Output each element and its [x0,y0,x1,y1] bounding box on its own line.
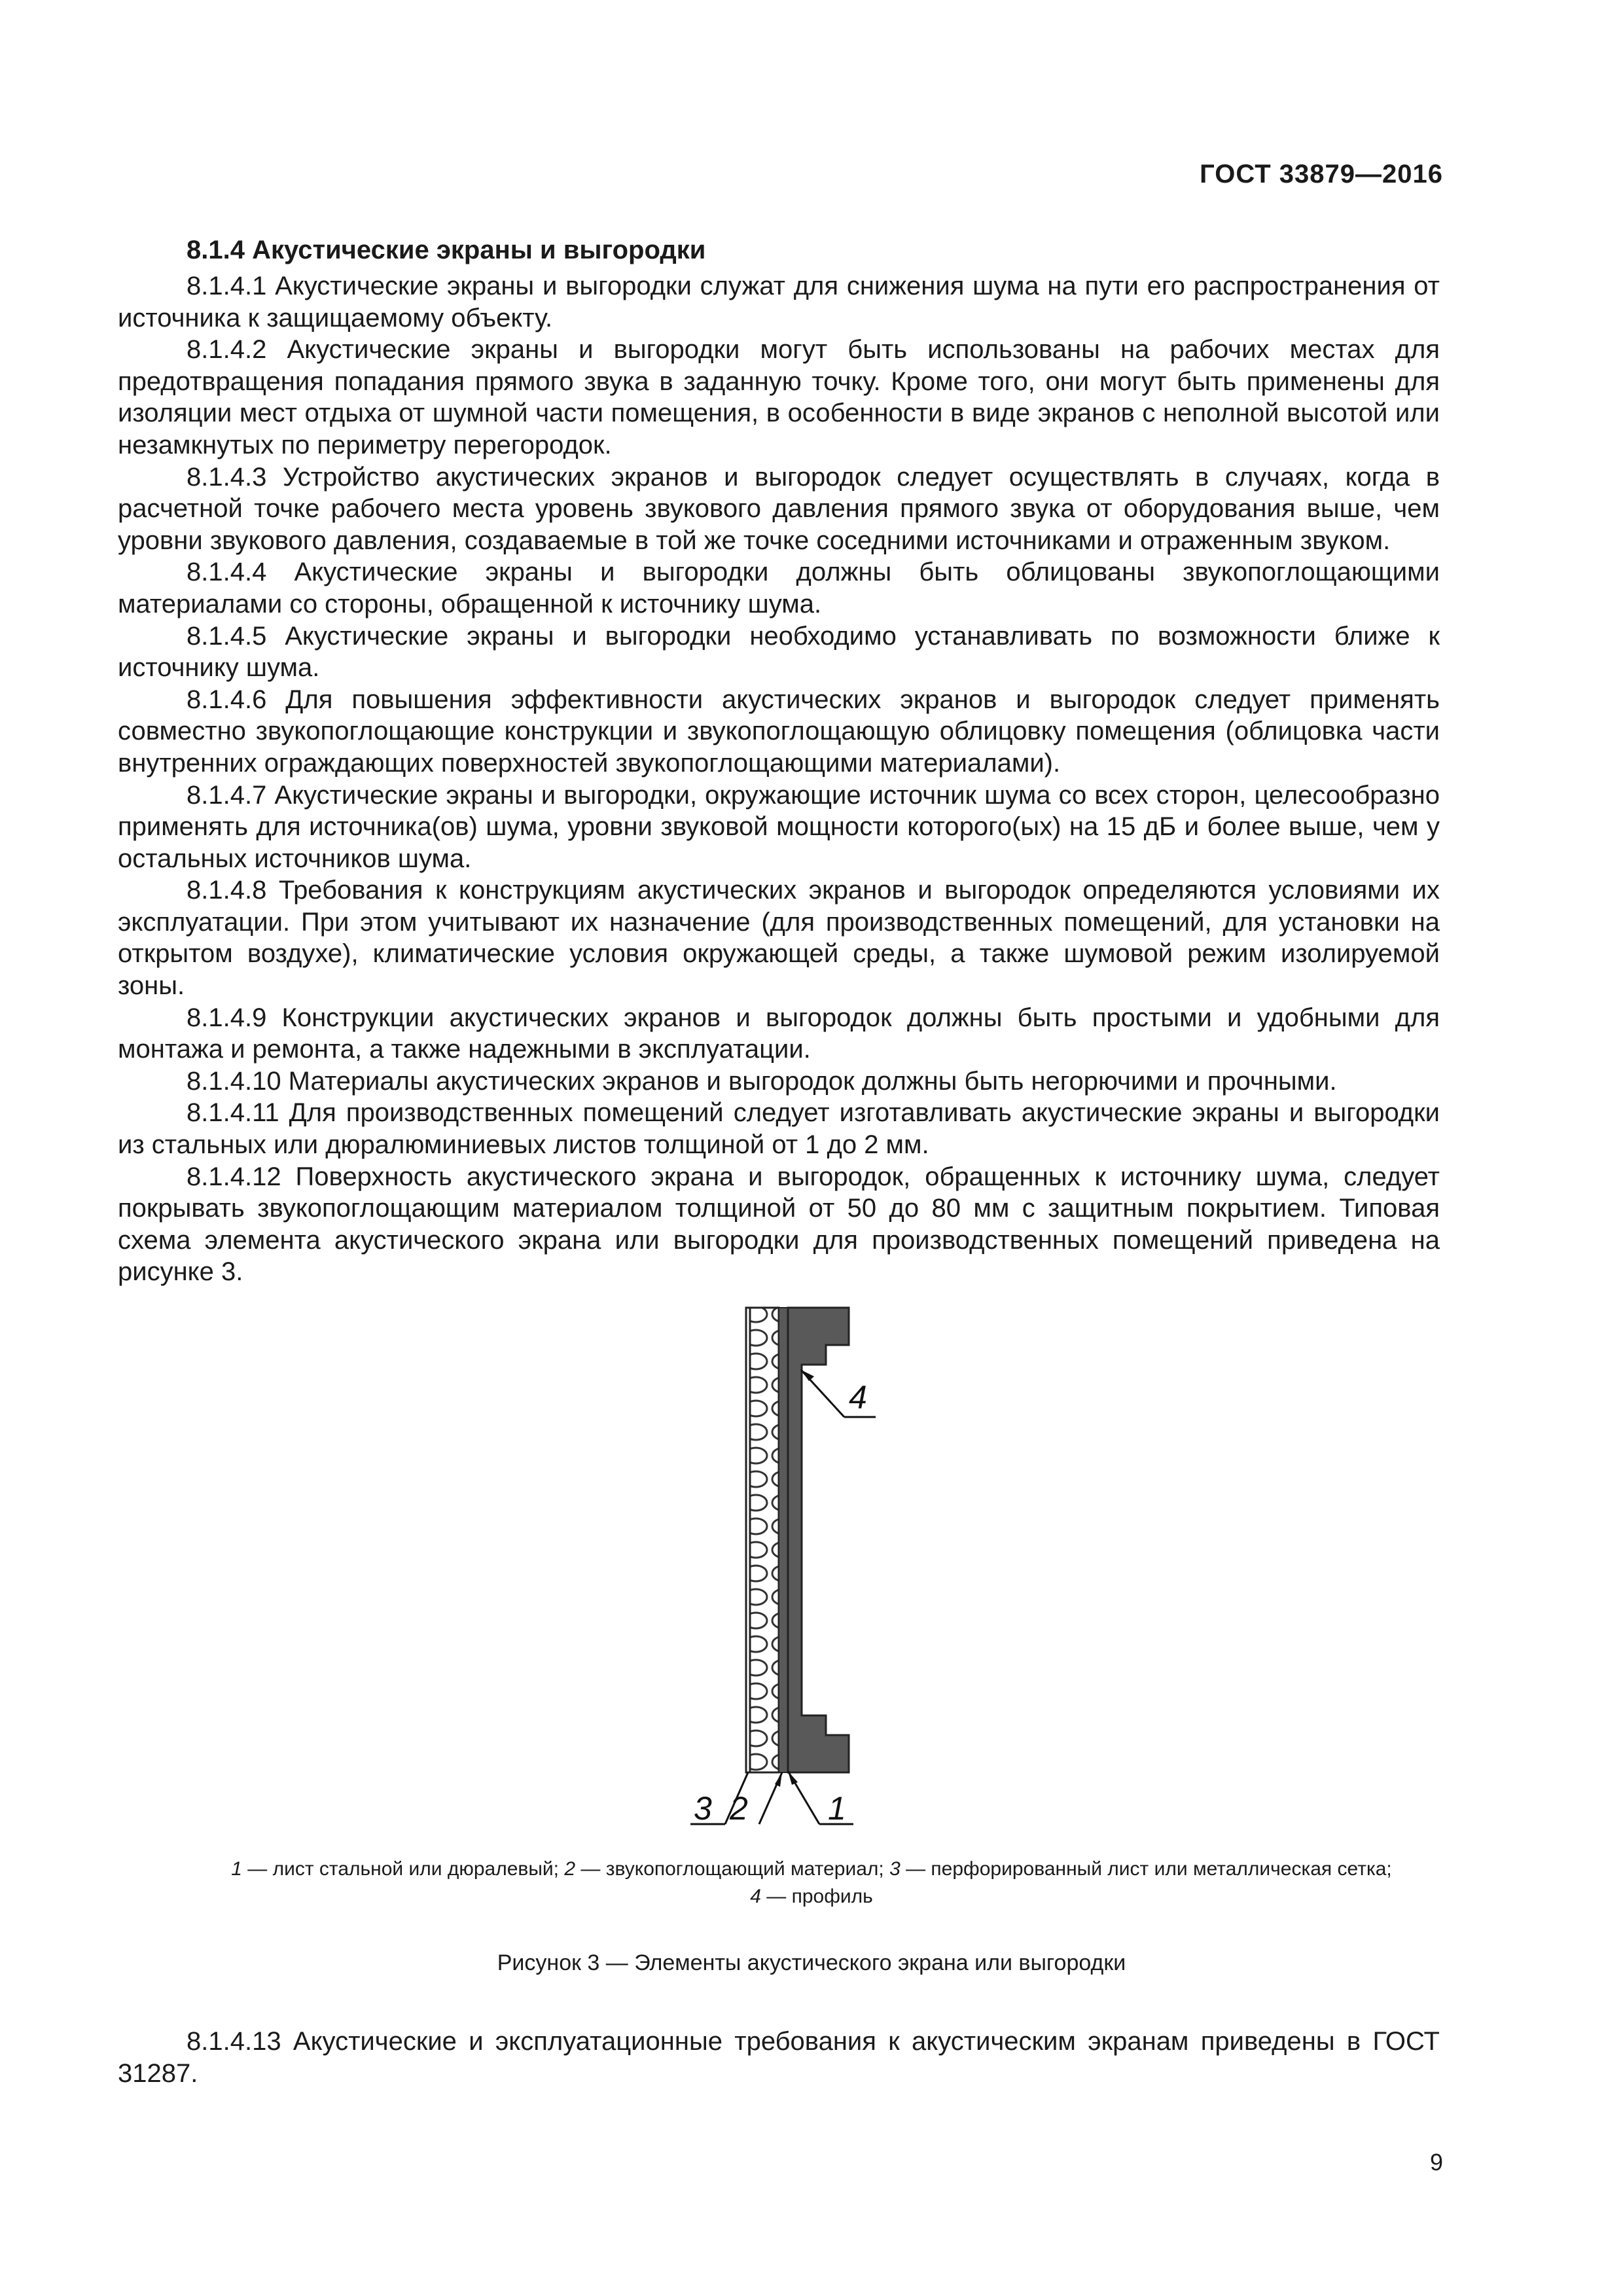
document-id: ГОСТ 33879—2016 [1200,160,1443,188]
paragraph: 8.1.4.12 Поверхность акустического экрана и выгородок, обращенных к источнику шума, следует покрывать звукопоглощающим материалом толщиной от 50 до 80 мм с защитным покрытием. Типовая схема элемента акустического экрана или выгородки для производственных помещений приведена на рисунке 3. [118,1162,1440,1287]
paragraph: 8.1.4.4 Акустические экраны и выгородки должны быть облицованы звукопоглощающими материалами со стороны, обращенной к источнику шума. [118,558,1440,619]
legend-text: — перфорированный лист или металлическая сетка; [900,1858,1392,1880]
arrowhead [775,1772,782,1787]
absorbing-material [750,1308,779,1772]
profile-shape [788,1308,849,1772]
legend-text: — лист стальной или дюралевый; [241,1858,565,1880]
legend-number: 1 [231,1858,242,1880]
paragraph: 8.1.4.5 Акустические экраны и выгородки необходимо устанавливать по возможности ближе к источнику шума. [118,621,1440,683]
arrowhead [801,1370,814,1381]
paragraph: 8.1.4.8 Требования к конструкциям акустических экранов и выгородок определяются условиями их эксплуатации. При этом учитывают их назначение (для производственных помещений, для установки на открытом воздухе), климатические условия окружающей среды, а также шумовой режим изолируемой зоны. [118,876,1440,1001]
legend-text: — звукопоглощающий материал; [575,1858,890,1880]
paragraph: 8.1.4.13 Акустические и эксплуатационные требования к акустическим экранам приведены в ГОСТ 31287. [118,2027,1440,2088]
steel-sheet [779,1308,788,1772]
paragraph: 8.1.4.1 Акустические экраны и выгородки служат для снижения шума на пути его распространения от источника к защищаемому объекту. [118,272,1440,332]
screen-element-diagram [0,1302,1623,1826]
legend-text: — профиль [760,1886,873,1907]
callout-3: 3 [694,1790,712,1826]
figure-legend [118,1856,1505,1910]
paragraph: 8.1.4.6 Для повышения эффективности акустических экранов и выгородок следует применять совместно звукопоглощающие конструкции и звукопоглощающую облицовку помещения (облицовка части внутренних ограждающих поверхностей звукопоглощающими материалами). [118,685,1440,778]
callout-1: 1 [828,1790,846,1826]
closing-paragraph-block [118,2026,1440,2089]
page-number: 9 [1429,2149,1443,2176]
section-body [118,232,1440,1288]
paragraph: 8.1.4.7 Акустические экраны и выгородки, окружающие источник шума со всех сторон, целесообразно применять для источника(ов) шума, уровни звуковой мощности которого(ых) на 15 дБ и более выше, чем у остальных источников шума. [118,780,1440,873]
paragraph: 8.1.4.9 Конструкции акустических экранов и выгородок должны быть простыми и удобными для монтажа и ремонта, а также надежными в эксплуатации. [118,1003,1440,1064]
callout-4: 4 [849,1379,867,1416]
callout-2: 2 [730,1790,748,1826]
legend-number: 3 [889,1858,901,1880]
legend-number: 2 [564,1858,576,1880]
paragraph: 8.1.4.3 Устройство акустических экранов и выгородок следует осуществлять в случаях, когда в расчетной точке рабочего места уровень звукового давления прямого звука от оборудования выше, чем уровни звукового давления, создаваемые в той же точке соседними источниками и отраженным звуком. [118,462,1440,555]
figure-caption: Рисунок 3 — Элементы акустического экрана или выгородки [497,1950,1126,1975]
figure-3 [0,1302,1623,1826]
legend-number: 4 [750,1886,761,1907]
section-title: 8.1.4 Акустические экраны и выгородки [187,236,706,264]
paragraph: 8.1.4.10 Материалы акустических экранов и выгородок должны быть негорючими и прочными. [187,1066,1337,1096]
paragraph: 8.1.4.11 Для производственных помещений следует изготавливать акустические экраны и выгородки из стальных или дюралюминиевых листов толщиной от 1 до 2 мм. [118,1098,1440,1160]
paragraph: 8.1.4.2 Акустические экраны и выгородки могут быть использованы на рабочих местах для предотвращения попадания прямого звука в заданную точку. Кроме того, они могут быть применены для изоляции мест отдыха от шумной части помещения, в особенности в виде экранов с неполной высотой или незамкнутых по периметру перегородок. [118,335,1440,459]
